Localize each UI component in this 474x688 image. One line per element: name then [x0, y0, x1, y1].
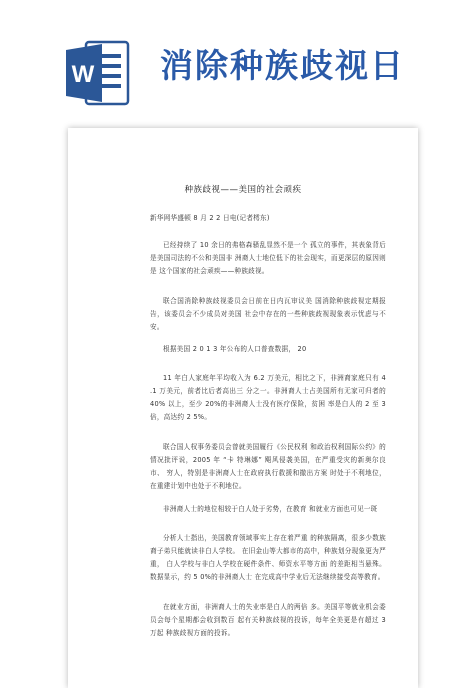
paragraph: 根据美国 2 0 1 3 年公布的人口普查数据， 20 [163, 345, 307, 353]
svg-text:W: W [71, 61, 95, 88]
document-page [68, 128, 418, 688]
paragraph: 联合国人权事务委员会曾就美国履行《公民权利 和政治权利国际公约》的情况批评说，2005 年 “卡 特琳娜” 飓风侵袭美国，在严重受灾的新奥尔良市、 穷人，特别是非洲裔人士在政府执行救援和撤出方案 时处于不利地位，在重建计划中也处于不利地位。 [150, 443, 386, 490]
word-document-icon [66, 38, 130, 108]
paragraph: 11 年白人家庭年平均收入为 6.2 万美元，相比之下，非洲裔家庭只有 4 .1 万美元，前者比后者高出三 分之一。非洲裔人士占美国所有无家可归者的 40% 以上，至少 20%的非洲裔人士没有医疗保险，贫困 率是白人的 2 至 3 倍，高达约 2 5%。 [150, 374, 386, 421]
paragraph: 已经持续了 10 余日的弗格森骚乱显然不是一个 孤立的事件，其表象背后是美国司法的不公和美国非 洲裔人士地位低下的社会现实，而更深层的原因则是 这个国家的社会顽疾——种族歧视。 [150, 241, 386, 275]
document-title: 种族歧视——美国的社会顽疾 [184, 185, 302, 195]
dateline: 新华网华盛顿 8 月 2 2 日电(记者樗东) [150, 214, 270, 222]
paragraph: 在就业方面，非洲裔人士的失业率是白人的两倍 多。美国平等就业机会委员会每个星期都会收到数百 起有关种族歧视的投诉，每年全美更是有超过 3 万起 种族歧视方面的投诉。 [150, 603, 386, 637]
paragraph: 联合国消除种族歧视委员会日前在日内瓦审议美 国消除种族歧视定期报告，该委员会不少成员对美国 社会中存在的一些种族歧视现象表示忧虑与不安。 [150, 297, 386, 331]
banner-title: 消除种族歧视日 [160, 46, 405, 85]
paragraph: 分析人士指出，美国教育领域事实上存在着严重 的种族隔离，很多少数族裔子弟只能就读非白人学校。 在旧金山等大都市的高中，种族划分现象更为严重， 白人学校与非白人学校在硬件条件、师资水平等方面 的差距相当悬殊。数据显示，约 5 0%的非洲裔人士 在完成高中学业后无法继续接受高等教育。 [150, 534, 386, 581]
template-banner [0, 0, 474, 118]
paragraph: 非洲裔人士的地位相较于白人处于劣势，在教育 和就业方面也可见一斑 [163, 505, 378, 513]
